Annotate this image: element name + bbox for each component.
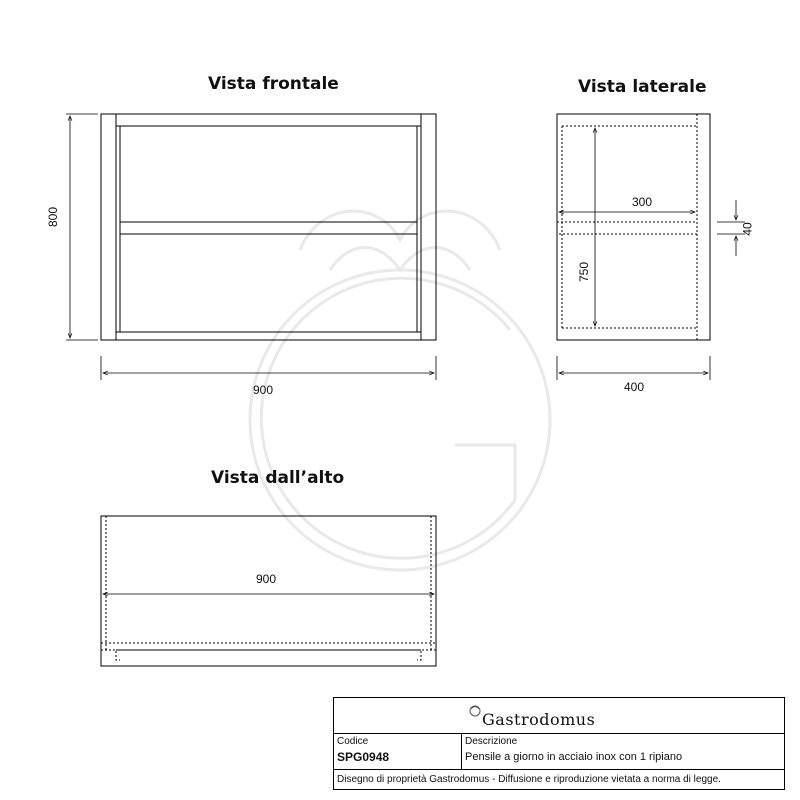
front-view-title: Vista frontale bbox=[208, 74, 339, 94]
description-label: Descrizione bbox=[465, 736, 518, 747]
footer-left: Disegno di proprietà Gastrodomus - bbox=[337, 774, 496, 785]
side-view-title: Vista laterale bbox=[578, 77, 707, 97]
brand-name: Gastrodomus bbox=[482, 710, 596, 729]
code-cell bbox=[334, 734, 462, 769]
description-value: Pensile a giorno in acciaio inox con 1 ripiano bbox=[465, 751, 683, 763]
top-view-title: Vista dall’alto bbox=[211, 468, 345, 488]
side-shelf-thickness-label: 40 bbox=[740, 222, 755, 236]
side-shelf-depth-label: 300 bbox=[632, 195, 653, 209]
top-view bbox=[101, 516, 436, 666]
front-width-label: 900 bbox=[253, 383, 274, 397]
side-dimensions bbox=[557, 128, 745, 380]
brand-area bbox=[334, 698, 784, 734]
footer-row bbox=[334, 770, 784, 790]
side-inner-height-label: 750 bbox=[577, 261, 592, 283]
brand-logo-icon bbox=[468, 704, 482, 718]
front-height-label: 800 bbox=[46, 206, 61, 228]
footer-right: Diffusione e riproduzione vietata a norma di legge. bbox=[498, 774, 721, 785]
side-view bbox=[557, 114, 710, 340]
side-depth-label: 400 bbox=[624, 380, 645, 394]
front-view bbox=[101, 114, 436, 340]
footer-text bbox=[337, 774, 721, 785]
code-label: Codice bbox=[337, 736, 369, 747]
description-cell bbox=[462, 734, 784, 769]
code-value: SPG0948 bbox=[337, 750, 390, 764]
title-block bbox=[333, 697, 785, 790]
top-width-label: 900 bbox=[256, 572, 277, 586]
